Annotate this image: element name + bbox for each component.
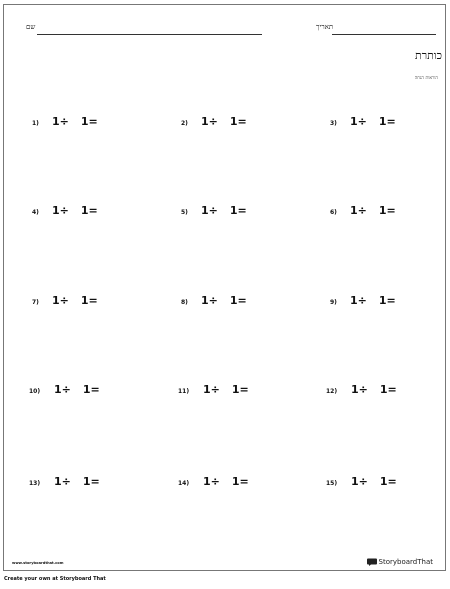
problem-equals: 1= bbox=[82, 383, 100, 396]
problem-equals: 1= bbox=[378, 204, 396, 217]
problem-number: 11) bbox=[178, 388, 190, 395]
problem-expression: 1÷ bbox=[54, 475, 71, 488]
problem-expression: 1÷ bbox=[52, 115, 69, 128]
problem-item bbox=[29, 475, 100, 488]
problem-item bbox=[181, 294, 247, 307]
problem-expression: 1÷ bbox=[203, 475, 220, 488]
problem-number: 9) bbox=[330, 299, 337, 306]
problem-item bbox=[29, 383, 100, 396]
problem-expression: 1÷ bbox=[350, 115, 367, 128]
problem-expression: 1÷ bbox=[201, 115, 218, 128]
problem-item bbox=[32, 115, 98, 128]
problem-equals: 1= bbox=[229, 115, 247, 128]
problem-item bbox=[181, 204, 247, 217]
problem-item bbox=[330, 115, 396, 128]
problem-equals: 1= bbox=[231, 383, 249, 396]
date-line bbox=[332, 34, 436, 35]
name-label: שם bbox=[26, 23, 36, 31]
name-line bbox=[37, 34, 262, 35]
problem-expression: 1÷ bbox=[201, 204, 218, 217]
problem-item bbox=[181, 115, 247, 128]
brand-logo bbox=[367, 558, 433, 566]
problem-number: 14) bbox=[178, 480, 190, 487]
problem-item bbox=[178, 383, 249, 396]
problem-number: 7) bbox=[32, 299, 39, 306]
problem-equals: 1= bbox=[379, 475, 397, 488]
problem-expression: 1÷ bbox=[52, 294, 69, 307]
problem-expression: 1÷ bbox=[201, 294, 218, 307]
problem-number: 10) bbox=[29, 388, 41, 395]
problem-expression: 1÷ bbox=[351, 475, 368, 488]
problem-item bbox=[32, 294, 98, 307]
problem-equals: 1= bbox=[378, 294, 396, 307]
worksheet-title: כותרת bbox=[414, 49, 442, 62]
problem-item bbox=[178, 475, 249, 488]
problem-item bbox=[326, 475, 397, 488]
footer-url: www.storyboardthat.com bbox=[12, 561, 64, 565]
problem-equals: 1= bbox=[229, 294, 247, 307]
problem-equals: 1= bbox=[80, 294, 98, 307]
problem-equals: 1= bbox=[378, 115, 396, 128]
problem-number: 5) bbox=[181, 209, 188, 216]
worksheet-instructions: הוראות הנחה bbox=[414, 76, 438, 81]
problem-equals: 1= bbox=[229, 204, 247, 217]
problem-equals: 1= bbox=[82, 475, 100, 488]
brand-name: StoryboardThat bbox=[378, 558, 433, 566]
problem-number: 15) bbox=[326, 480, 338, 487]
problem-item bbox=[330, 204, 396, 217]
problem-expression: 1÷ bbox=[54, 383, 71, 396]
problem-equals: 1= bbox=[379, 383, 397, 396]
problem-number: 1) bbox=[32, 120, 39, 127]
worksheet-page bbox=[3, 4, 446, 571]
problem-number: 6) bbox=[330, 209, 337, 216]
problem-equals: 1= bbox=[80, 115, 98, 128]
create-credit-link[interactable]: Create your own at Storyboard That bbox=[4, 576, 106, 582]
problem-item bbox=[330, 294, 396, 307]
problem-number: 8) bbox=[181, 299, 188, 306]
problem-expression: 1÷ bbox=[351, 383, 368, 396]
problem-item bbox=[326, 383, 397, 396]
date-label: תאריך bbox=[316, 23, 334, 31]
problem-expression: 1÷ bbox=[203, 383, 220, 396]
problem-number: 13) bbox=[29, 480, 41, 487]
problem-number: 3) bbox=[330, 120, 337, 127]
problem-number: 2) bbox=[181, 120, 188, 127]
problem-equals: 1= bbox=[231, 475, 249, 488]
storyboard-logo-icon bbox=[367, 558, 377, 566]
problem-item bbox=[32, 204, 98, 217]
problem-expression: 1÷ bbox=[350, 204, 367, 217]
problem-equals: 1= bbox=[80, 204, 98, 217]
problem-expression: 1÷ bbox=[52, 204, 69, 217]
problem-expression: 1÷ bbox=[350, 294, 367, 307]
problem-number: 4) bbox=[32, 209, 39, 216]
problem-number: 12) bbox=[326, 388, 338, 395]
